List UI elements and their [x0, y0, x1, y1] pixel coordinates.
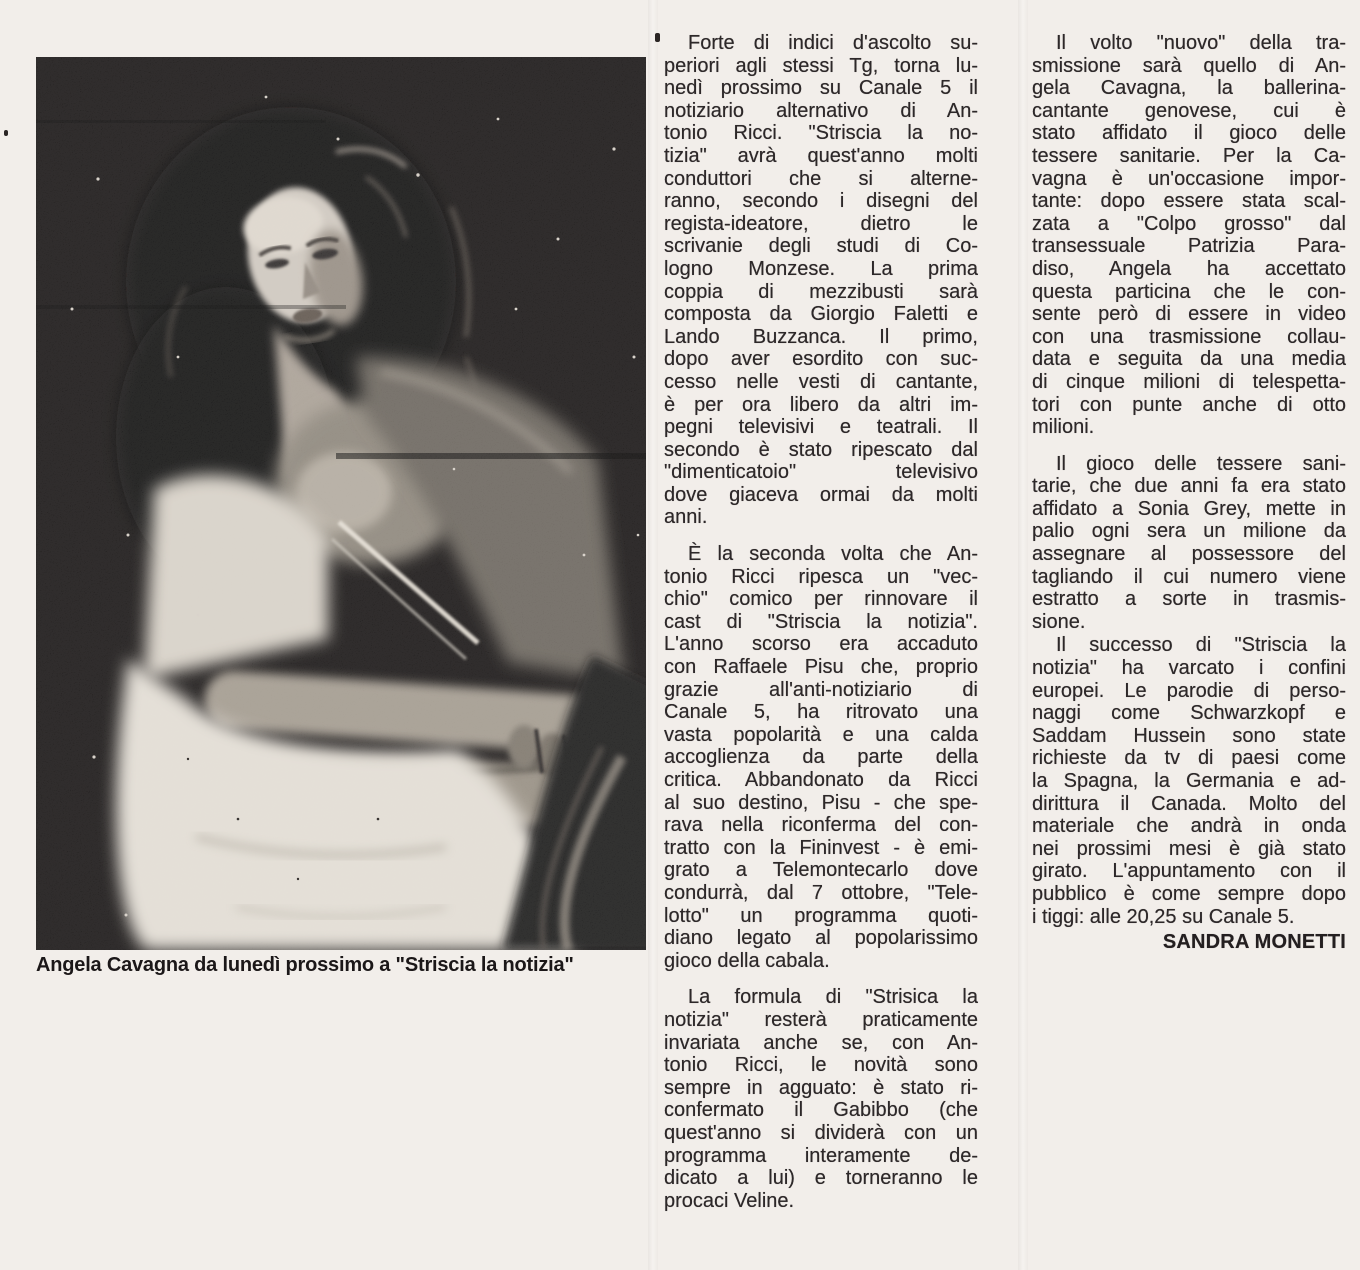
text-line: Il volto "nuovo" della tra-: [1056, 32, 1346, 54]
text-line: tarie, che due anni fa era stato: [1032, 475, 1346, 498]
article-column-middle: [664, 32, 978, 1212]
text-line: coppia di mezzibusti sarà: [664, 280, 978, 303]
text-line: tori con punte anche di otto: [1032, 393, 1346, 416]
text-line: Il gioco delle tessere sani-: [1056, 452, 1346, 475]
text-line: è per ora libero da altri im-: [664, 393, 978, 416]
text-line: notizia" resterà praticamente: [664, 1008, 978, 1031]
text-line: cast di "Striscia la notizia".: [664, 610, 978, 633]
text-line: Forte di indici d'ascolto su-: [688, 32, 978, 54]
text-line: palio ogni sera un milione da: [1032, 520, 1346, 543]
text-line: tante: dopo essere stata scal-: [1032, 190, 1346, 213]
photo-caption: Angela Cavagna da lunedì prossimo a "Striscia la notizia": [36, 954, 574, 976]
text-line: La formula di "Strisica la: [688, 986, 978, 1009]
text-line: affidato a Sonia Grey, mette in: [1032, 497, 1346, 520]
text-line: dove giaceva ormai da molti: [664, 483, 978, 506]
text-line: di cinque milioni di telespetta-: [1032, 370, 1346, 393]
text-line: secondo è stato ripescato dal: [664, 438, 978, 461]
text-line: con una trasmissione collau-: [1032, 325, 1346, 348]
author-byline: SANDRA MONETTI: [1162, 931, 1346, 954]
text-line: "dimenticatoio" televisivo: [664, 461, 978, 484]
text-line: scrivanie degli studi di Co-: [664, 235, 978, 258]
text-line: condurrà, dal 7 ottobre, "Tele-: [664, 881, 978, 904]
text-line: al suo destino, Pisu - che spe-: [664, 791, 978, 814]
text-line: estratto a sorte in trasmis-: [1032, 588, 1346, 611]
text-line: grato a Telemontecarlo dove: [664, 859, 978, 882]
text-line: vagna è un'occasione impor-: [1032, 167, 1346, 190]
text-line: programma interamente de-: [664, 1144, 978, 1167]
text-line: chio" comico per rinnovare il: [664, 588, 978, 611]
text-line: materiale che andrà in onda: [1032, 815, 1346, 838]
text-line: dirittura il Canada. Molto del: [1032, 792, 1346, 815]
text-line: L'anno scorso era accaduto: [664, 633, 978, 656]
text-line: europei. Le parodie di perso-: [1032, 679, 1346, 702]
paragraph: [664, 32, 978, 529]
text-line: tessere sanitarie. Per la Ca-: [1032, 144, 1346, 167]
text-line: vasta popolarità e una calda: [664, 723, 978, 746]
text-line: notiziario alternativo di An-: [664, 99, 978, 122]
text-line: regista-ideatore, dietro le: [664, 212, 978, 235]
text-line: Lando Buzzanca. Il primo,: [664, 325, 978, 348]
text-line: diano legato al popolarissimo: [664, 927, 978, 950]
text-line: tizia" avrà quest'anno molti: [664, 144, 978, 167]
text-line: tagliando il cui numero viene: [1032, 565, 1346, 588]
text-line: tratto con la Fininvest - è emi-: [664, 836, 978, 859]
paragraph: [1032, 634, 1346, 928]
text-line: conduttori che si alterne-: [664, 167, 978, 190]
text-line: dicato a lui) e torneranno le: [664, 1167, 978, 1190]
text-line: data e seguita da una media: [1032, 348, 1346, 371]
text-line: cesso nelle vesti di cantante,: [664, 370, 978, 393]
text-line: sente però di essere in video: [1032, 303, 1346, 326]
photo-illustration: [36, 57, 646, 950]
paragraph: [664, 543, 978, 972]
text-line: i tiggi: alle 20,25 su Canale 5.: [1032, 905, 1295, 928]
text-line: dopo aver esordito con suc-: [664, 348, 978, 371]
scan-speck: [655, 33, 660, 42]
text-line: accoglienza da parte della: [664, 746, 978, 769]
text-line: transessuale Patrizia Para-: [1032, 235, 1346, 258]
text-line: logno Monzese. La prima: [664, 257, 978, 280]
text-line: critica. Abbandonato da Ricci: [664, 769, 978, 791]
text-line: la Spagna, la Germania e ad-: [1032, 770, 1346, 792]
text-line: quest'anno si dividerà con un: [664, 1121, 978, 1144]
text-line: anni.: [664, 506, 708, 529]
text-line: pegni televisivi e teatrali. Il: [664, 416, 978, 439]
text-line: notizia" ha varcato i confini: [1032, 657, 1346, 680]
text-line: È la seconda volta che An-: [688, 543, 978, 566]
text-line: milioni.: [1032, 416, 1095, 439]
text-line: grazie all'anti-notiziario di: [664, 678, 978, 701]
text-line: naggi come Schwarzkopf e: [1032, 702, 1346, 725]
text-line: sione.: [1032, 610, 1086, 633]
text-line: Canale 5, ha ritrovato una: [664, 701, 978, 724]
text-line: composta da Giorgio Faletti e: [664, 303, 978, 326]
scan-streak: [1018, 0, 1028, 1270]
text-line: pubblico è come sempre dopo: [1032, 882, 1346, 905]
text-line: smissione sarà quello di An-: [1032, 54, 1346, 77]
paragraph: [1032, 32, 1346, 439]
text-line: nedì prossimo su Canale 5 il: [664, 77, 978, 100]
text-line: diso, Angela ha accettato: [1032, 257, 1346, 280]
text-line: tonio Ricci. "Striscia la no-: [664, 122, 978, 145]
text-line: sempre in agguato: è stato ri-: [664, 1076, 978, 1099]
text-line: gela Cavagna, la ballerina-: [1032, 77, 1346, 100]
text-line: Il successo di "Striscia la: [1056, 634, 1346, 657]
scan-speck: [4, 130, 8, 136]
paragraph: [1032, 453, 1346, 634]
text-line: assegnare al possessore del: [1032, 543, 1346, 566]
text-line: con Raffaele Pisu che, proprio: [664, 656, 978, 679]
text-line: zata a "Colpo grosso" dal: [1032, 212, 1346, 235]
text-line: ranno, secondo i disegni del: [664, 190, 978, 213]
article-column-right: [1032, 32, 1346, 954]
text-line: procaci Veline.: [664, 1189, 795, 1212]
text-line: gioco della cabala.: [664, 949, 830, 972]
text-line: periori agli stessi Tg, torna lu-: [664, 54, 978, 77]
text-line: tonio Ricci, le novità sono: [664, 1054, 978, 1077]
text-line: questa particina che le con-: [1032, 280, 1346, 303]
text-line: Saddam Hussein sono state: [1032, 724, 1346, 747]
text-line: confermato il Gabibbo (che: [664, 1099, 978, 1122]
text-line: lotto" un programma quoti-: [664, 904, 978, 927]
text-line: cantante genovese, cui è: [1032, 99, 1346, 122]
text-line: rava nella riconferma del con-: [664, 814, 978, 837]
text-line: stato affidato il gioco delle: [1032, 122, 1346, 145]
text-line: richieste da tv di paesi come: [1032, 747, 1346, 770]
scan-streak: [648, 0, 658, 1270]
text-line: invariata anche se, con An-: [664, 1031, 978, 1054]
article-photo: [36, 57, 646, 950]
text-line: tonio Ricci ripesca un "vec-: [664, 565, 978, 588]
paragraph: [664, 986, 978, 1212]
text-line: girato. L'appuntamento con il: [1032, 860, 1346, 883]
text-line: nei prossimi mesi è già stato: [1032, 837, 1346, 860]
